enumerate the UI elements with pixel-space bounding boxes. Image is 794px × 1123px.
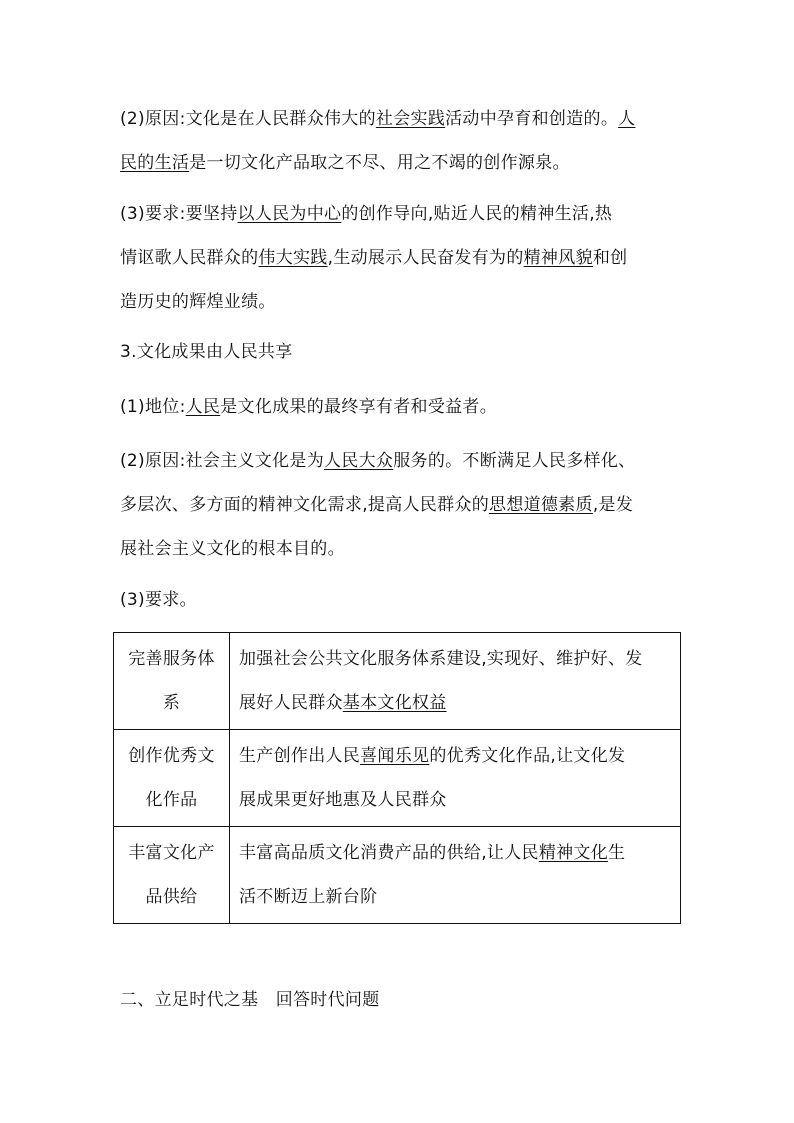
table-cell-label bbox=[114, 730, 230, 827]
cell-text: 加强社会公共文化服务体系建设,实现好、维护好、发 bbox=[239, 649, 643, 669]
text-line bbox=[120, 141, 680, 185]
text-line bbox=[120, 483, 680, 527]
cell-text-line bbox=[239, 831, 680, 875]
text-run: 是一切文化产品取之不尽、用之不竭的创作源泉。 bbox=[189, 153, 570, 173]
text-line bbox=[120, 280, 680, 324]
text-line bbox=[120, 97, 680, 141]
cell-text: 完善服务体 bbox=[128, 649, 215, 669]
paragraph-status bbox=[120, 385, 680, 429]
cell-text: 活不断迈上新台阶 bbox=[239, 887, 378, 907]
text-line bbox=[120, 439, 680, 483]
underlined-keyword: 人民 bbox=[185, 397, 221, 417]
text-run: 和创 bbox=[592, 248, 628, 268]
paragraph-cause-creation bbox=[120, 97, 680, 185]
text-run: ,生动展示人民奋发有为的 bbox=[327, 248, 524, 268]
underlined-keyword: 人 bbox=[618, 109, 636, 129]
text-run: 展好人民群众 bbox=[239, 693, 343, 713]
text-run: 的创作导向,贴近人民的精神生活,热 bbox=[341, 204, 613, 224]
cell-text: 系 bbox=[162, 693, 181, 713]
underlined-keyword: 民的生活 bbox=[120, 153, 190, 173]
cell-text-line bbox=[239, 681, 680, 725]
cell-text: 品供给 bbox=[145, 887, 198, 907]
underlined-keyword: 精神文化 bbox=[538, 843, 609, 863]
text-run: 是文化成果的最终享有者和受益者。 bbox=[220, 397, 498, 417]
underlined-keyword: 伟大实践 bbox=[258, 248, 328, 268]
table-cell-content bbox=[230, 730, 681, 827]
text-line bbox=[120, 236, 680, 280]
table-cell-content bbox=[230, 633, 681, 730]
text-line: (3)要求。 bbox=[120, 590, 197, 610]
table-row bbox=[114, 730, 681, 827]
section-heading-era: 二、立足时代之基 回答时代问题 bbox=[120, 990, 380, 1010]
text-run: 服务的。不断满足人民多样化、 bbox=[393, 451, 636, 471]
text-run: 造历史的辉煌业绩。 bbox=[120, 292, 276, 312]
text-line bbox=[120, 192, 680, 236]
underlined-keyword: 以人民为中心 bbox=[237, 204, 342, 224]
text-run: 活动中孕育和创造的。 bbox=[445, 109, 619, 129]
text-run: 生 bbox=[608, 843, 626, 863]
underlined-keyword: 喜闻乐见 bbox=[360, 746, 430, 766]
table-row bbox=[114, 633, 681, 730]
table-cell-label bbox=[114, 633, 230, 730]
paragraph-requirement-creation bbox=[120, 192, 680, 324]
text-run: 丰富高品质文化消费产品的供给,让人民 bbox=[239, 843, 539, 863]
requirements-table bbox=[113, 632, 681, 924]
paragraph-requirement-sharing bbox=[120, 578, 680, 622]
text-run: 生产创作出人民 bbox=[239, 746, 361, 766]
text-run: (2)原因:文化是在人民群众伟大的 bbox=[120, 109, 376, 129]
text-run: (3)要求:要坚持 bbox=[120, 204, 238, 224]
text-run: 的优秀文化作品,让文化发 bbox=[429, 746, 626, 766]
cell-text: 丰富文化产 bbox=[128, 843, 215, 863]
table-row bbox=[114, 827, 681, 924]
text-run: ,是发 bbox=[592, 495, 634, 515]
text-line bbox=[120, 385, 680, 429]
table-cell-content bbox=[230, 827, 681, 924]
text-run: 情讴歌人民群众的 bbox=[120, 248, 259, 268]
cell-text: 创作优秀文 bbox=[128, 746, 215, 766]
text-run: 展社会主义文化的根本目的。 bbox=[120, 539, 345, 559]
underlined-keyword: 基本文化权益 bbox=[342, 693, 447, 713]
heading-text: 3.文化成果由人民共享 bbox=[120, 342, 293, 362]
underlined-keyword: 人民大众 bbox=[324, 451, 394, 471]
text-run: (1)地位: bbox=[120, 397, 186, 417]
table-cell-label bbox=[114, 827, 230, 924]
section-heading-shared bbox=[120, 330, 680, 374]
cell-text: 化作品 bbox=[145, 790, 198, 810]
underlined-keyword: 社会实践 bbox=[375, 109, 446, 129]
text-run: (2)原因:社会主义文化是为 bbox=[120, 451, 325, 471]
cell-text-line bbox=[239, 734, 680, 778]
cell-text: 展成果更好地惠及人民群众 bbox=[239, 790, 447, 810]
text-line bbox=[120, 527, 680, 571]
text-run: 多层次、多方面的精神文化需求,提高人民群众的 bbox=[120, 495, 490, 515]
underlined-keyword: 精神风貌 bbox=[523, 248, 593, 268]
underlined-keyword: 思想道德素质 bbox=[489, 495, 593, 515]
paragraph-cause-sharing bbox=[120, 439, 680, 571]
